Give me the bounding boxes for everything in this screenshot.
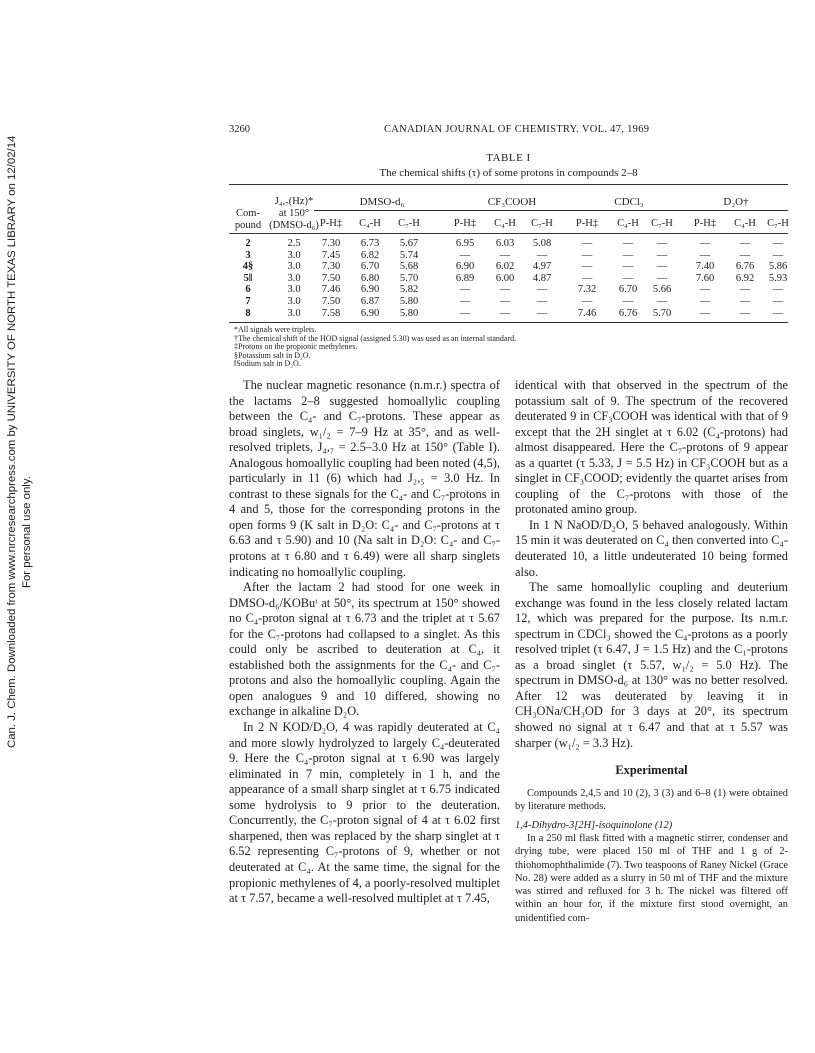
cell-j: 3.0: [287, 249, 301, 261]
cell-value: —: [656, 261, 668, 273]
col-head-j-1: J₄,₇(Hz)*: [274, 196, 314, 207]
cell-value: —: [581, 272, 593, 284]
table-bottom-rule: [229, 322, 788, 323]
cell-value: —: [536, 296, 548, 307]
col-head-j-2: at 150°: [278, 208, 310, 219]
cell-value: 7.30: [321, 261, 341, 273]
page-number: 3260: [229, 124, 250, 135]
cell-value: —: [622, 238, 634, 249]
cell-value: —: [699, 307, 711, 319]
journal-title: CANADIAN JOURNAL OF CHEMISTRY. VOL. 47, 1969: [384, 124, 650, 135]
table-row: [229, 250, 788, 262]
subcol-head: C₄-H: [617, 218, 639, 229]
cell-value: —: [622, 249, 634, 261]
solvent-head-dmso: DMSO-d₆: [359, 196, 405, 208]
table-row: [229, 273, 788, 285]
subcol-head: C₇-H: [767, 218, 789, 229]
cell-compound: 5‖: [243, 272, 253, 284]
cell-value: 5.80: [399, 307, 419, 319]
cell-value: —: [656, 249, 668, 261]
subcol-head: P-H‡: [319, 218, 343, 229]
cell-j: 2.5: [287, 238, 301, 249]
cell-value: 4.87: [532, 272, 552, 284]
cell-value: 6.89: [455, 272, 475, 284]
cell-value: 7.32: [577, 284, 597, 296]
cell-j: 3.0: [287, 272, 301, 284]
left-column: [229, 378, 500, 907]
paragraph: The same homoallylic coupling and deuterium exchange was found in the less closely related lactam 12, which was prepared for the purpose. Its n.m.r. spectrum in CDCl₃ showed the C₄-protons as a poorly resolved triplet (τ 6.47, J = 1.5 Hz) and the C₁-protons as a broad singlet (τ 5.57, w₁/₂ = 5.0 Hz). The spectrum in DMSO-d₆ at 130° was no better resolved. After 12 was deuterated by leaving it in CH₃ONa/CH₃OD for 3 days at 20°, its spectrum showed no signal at τ 6.47 and that at τ 5.57 was sharper (w₁/₂ = 3.3 Hz).: [515, 580, 788, 750]
cell-value: 4.97: [532, 261, 552, 273]
cell-value: —: [772, 238, 784, 249]
table-row: [229, 284, 788, 296]
cell-value: 6.92: [735, 272, 755, 284]
cell-value: —: [581, 238, 593, 249]
cell-value: 5.08: [532, 238, 552, 249]
footnote: †The chemical shift of the HOD signal (assigned 5.30) was used as an internal standard.: [234, 333, 517, 343]
cell-value: —: [772, 284, 784, 296]
cell-value: 7.60: [695, 272, 715, 284]
subsection-heading: 1,4-Dihydro-3[2H]-isoquinolone (12): [515, 820, 673, 832]
cell-value: —: [536, 284, 548, 296]
watermark-line-1: Can. J. Chem. Downloaded from www.nrcresearchpress.com by UNIVERSITY OF NORTH TEXAS LIBRARY on 12/02/14: [6, 135, 18, 748]
cell-value: —: [622, 296, 634, 307]
cell-value: 6.90: [360, 284, 380, 296]
cell-value: 6.87: [360, 296, 380, 307]
cell-value: —: [772, 296, 784, 307]
experimental-section: [515, 787, 788, 925]
paragraph: In 1 N NaOD/D₂O, 5 behaved analogously. Within 15 min it was deuterated on C₄ then converted into C₄-deuterated 10, a little undeuterated 10 being formed also.: [515, 517, 788, 579]
cell-value: —: [499, 307, 511, 319]
col-head-compound-2: pound: [234, 220, 262, 231]
col-head-compound-1: Com-: [236, 208, 260, 219]
cell-value: —: [699, 296, 711, 307]
cell-value: —: [459, 249, 471, 261]
cell-value: —: [459, 284, 471, 296]
cell-value: 7.58: [321, 307, 341, 319]
footnote: ‖Sodium salt in D₂O.: [234, 359, 301, 369]
cell-value: —: [499, 296, 511, 307]
cell-value: —: [739, 284, 751, 296]
cell-value: —: [656, 238, 668, 249]
right-column: [515, 378, 788, 925]
paragraph: The nuclear magnetic resonance (n.m.r.) spectra of the lactams 2–8 suggested homoallylic coupling between the C₄- and C₇-protons. These appear as broad singlets, w₁/₂ = 7–9 Hz at 35°, and as well-resolved triplets, J₄,₇ = 2.5–3.0 Hz at 150° (Table I). Analogous homoallylic coupling had been noted (4,5), particularly in 11 (6) which had J₂,₅ = 3.0 Hz. In contrast to these signals for the C₄- and C₇-protons in 4 and 5, those for the corresponding protons in the open forms 9 (K salt in D₂O: C₄- and C₇-protons at τ 6.63 and τ 5.90) and 10 (Na salt in D₂O: C₄- and C₇-protons at τ 6.80 and τ 6.49) were all sharp singlets indicating no homoallylic coupling.: [229, 378, 500, 579]
cell-value: —: [622, 272, 634, 284]
cell-value: —: [536, 307, 548, 319]
cell-value: —: [739, 249, 751, 261]
solvent-rule-cf3cooh: [450, 210, 574, 211]
cell-j: 3.0: [287, 296, 301, 307]
cell-value: 7.46: [321, 284, 341, 296]
cell-value: 6.03: [495, 238, 515, 249]
cell-value: —: [772, 249, 784, 261]
cell-value: 6.76: [735, 261, 755, 273]
cell-value: —: [656, 296, 668, 307]
footnote: §Potassium salt in D₂O.: [234, 350, 311, 360]
cell-value: —: [772, 307, 784, 319]
cell-value: 6.76: [618, 307, 638, 319]
col-head-j-3: (DMSO-d₆): [269, 220, 319, 231]
solvent-rule-d2o: [684, 210, 788, 211]
cell-value: —: [499, 284, 511, 296]
paragraph: identical with that observed in the spectrum of the potassium salt of 9. The spectrum of the recovered deuterated 9 in CF₃COOH was identical with that of 9 except that the 2H singlet at τ 6.02 (C₄-protons) had almost disappeared. Here the C₇-protons of 9 appear as a quartet (τ 5.33, J = 5.5 Hz) in CF₃COOH but as a singlet in CF₃COOD; evidently the quartet arises from coupling of the C₇-protons with those of the protonated amino group.: [515, 378, 788, 517]
cell-value: —: [499, 249, 511, 261]
cell-value: —: [739, 238, 751, 249]
cell-value: —: [739, 307, 751, 319]
download-watermark: [2, 135, 36, 750]
solvent-rule-dmso: [314, 210, 450, 211]
cell-j: 3.0: [287, 284, 301, 296]
cell-compound: 3: [245, 249, 251, 261]
subcol-head: P-H‡: [693, 218, 717, 229]
cell-value: 6.73: [360, 238, 380, 249]
paragraph: Compounds 2,4,5 and 10 (2), 3 (3) and 6–8 (1) were obtained by literature methods.: [515, 787, 788, 812]
subcol-head: C₇-H: [651, 218, 673, 229]
cell-compound: 6: [245, 284, 251, 296]
cell-compound: 4§: [242, 261, 254, 273]
table-row: [229, 296, 788, 308]
solvent-head-cf3cooh: CF₃COOH: [487, 196, 537, 208]
subcol-head: C₄-H: [359, 218, 381, 229]
table-row: [229, 308, 788, 320]
cell-value: 6.70: [360, 261, 380, 273]
cell-value: 7.40: [695, 261, 715, 273]
cell-value: —: [739, 296, 751, 307]
table-title: The chemical shifts (τ) of some protons in compounds 2–8: [379, 167, 638, 179]
cell-value: 5.74: [399, 249, 419, 261]
cell-value: 6.80: [360, 272, 380, 284]
cell-value: 6.95: [455, 238, 475, 249]
cell-value: 7.46: [577, 307, 597, 319]
subcol-head: C₄-H: [734, 218, 756, 229]
cell-value: 5.70: [652, 307, 672, 319]
cell-value: —: [536, 249, 548, 261]
footnote: ‡Protons on the propionic methylenes.: [234, 342, 358, 352]
cell-compound: 2: [245, 238, 251, 249]
cell-value: —: [581, 249, 593, 261]
table-footnotes: [234, 326, 734, 369]
paragraph: In a 250 ml flask fitted with a magnetic stirrer, condenser and drying tube, were placed 150 ml of THF and 1 g of 2-thiohomophthalimide (7). Two teaspoons of Raney Nickel (Grace No. 28) were added as a slurry in 50 ml of THF and the mixture was stirred and refluxed for 3 h. The nickel was filtered off within an hour for, if the mixture first stood overnight, an unidentified com-: [515, 833, 788, 924]
cell-value: —: [699, 284, 711, 296]
cell-value: —: [581, 296, 593, 307]
solvent-head-cdcl3: CDCl₃: [614, 196, 644, 208]
table-subheaders: [229, 218, 788, 232]
cell-value: 6.70: [618, 284, 638, 296]
cell-j: 3.0: [287, 307, 301, 319]
cell-value: 7.50: [321, 296, 341, 307]
cell-value: 5.82: [399, 284, 419, 296]
table-body: [229, 238, 788, 322]
running-header: [229, 124, 788, 138]
paragraph: After the lactam 2 had stood for one week in DMSO-d₆/KOBuᵗ at 50°, its spectrum at 150° showed no C₄-proton signal at τ 6.73 and the triplet at τ 5.67 for the C₇-protons had collapsed to a singlet. As this could only be ascribed to deuteration at C₄, it established both the assignments for the C₄- and C₇-protons and also the homoallylic coupling. Again the open analogues 9 and 10 differed, showing no exchange in alkaline D₂O.: [229, 580, 500, 719]
cell-j: 3.0: [287, 261, 301, 273]
cell-value: 6.00: [495, 272, 515, 284]
subcol-head: C₇-H: [531, 218, 553, 229]
watermark-line-2: For personal use only.: [21, 476, 33, 588]
cell-compound: 7: [245, 296, 251, 307]
cell-value: —: [699, 238, 711, 249]
table-top-rule: [229, 184, 788, 185]
cell-compound: 8: [245, 307, 251, 319]
cell-value: —: [459, 307, 471, 319]
cell-value: 5.67: [399, 238, 419, 249]
cell-value: 5.66: [652, 284, 672, 296]
cell-value: 5.68: [399, 261, 419, 273]
cell-value: 7.45: [321, 249, 341, 261]
cell-value: —: [699, 249, 711, 261]
table-caption: TABLE I: [486, 152, 531, 164]
paragraph: In 2 N KOD/D₂O, 4 was rapidly deuterated at C₄ and more slowly hydrolyzed to largely C₄-deuterated 9. Here the C₄-proton signal at τ 6.90 was largely eliminated in 7 min, completely in 1 h, and the appearance of a small sharp singlet at τ 6.75 indicated some hydrolysis to 9 prior to the deuteration. Concurrently, the C₇-proton signal of 4 at τ 6.02 first sharpened, then was replaced by the sharp singlet at τ 6.52 representing C₇-protons of 9, whether or not deuterated at C₄. At the same time, the signal for the propionic methylenes of 4, a poorly-resolved multiplet at τ 7.57, became a well-resolved multiplet at τ 7.45,: [229, 720, 500, 906]
cell-value: —: [656, 272, 668, 284]
cell-value: 6.02: [495, 261, 515, 273]
subcol-head: P-H‡: [575, 218, 599, 229]
cell-value: 7.30: [321, 238, 341, 249]
subcol-head: C₇-H: [398, 218, 420, 229]
cell-value: —: [622, 261, 634, 273]
cell-value: —: [581, 261, 593, 273]
section-heading: Experimental: [615, 763, 688, 778]
cell-value: 5.93: [768, 272, 788, 284]
cell-value: 5.86: [768, 261, 788, 273]
cell-value: 7.50: [321, 272, 341, 284]
cell-value: 6.82: [360, 249, 380, 261]
cell-value: —: [459, 296, 471, 307]
solvent-rule-cdcl3: [574, 210, 684, 211]
subcol-head: C₄-H: [494, 218, 516, 229]
cell-value: 5.70: [399, 272, 419, 284]
footnote: *All signals were triplets.: [234, 325, 317, 334]
solvent-head-d2o: D₂O†: [723, 196, 749, 208]
subcol-head: P-H‡: [453, 218, 477, 229]
cell-value: 6.90: [455, 261, 475, 273]
table-row: [229, 238, 788, 250]
table-head-rule: [229, 233, 788, 234]
cell-value: 6.90: [360, 307, 380, 319]
table-row: [229, 261, 788, 273]
cell-value: 5.80: [399, 296, 419, 307]
